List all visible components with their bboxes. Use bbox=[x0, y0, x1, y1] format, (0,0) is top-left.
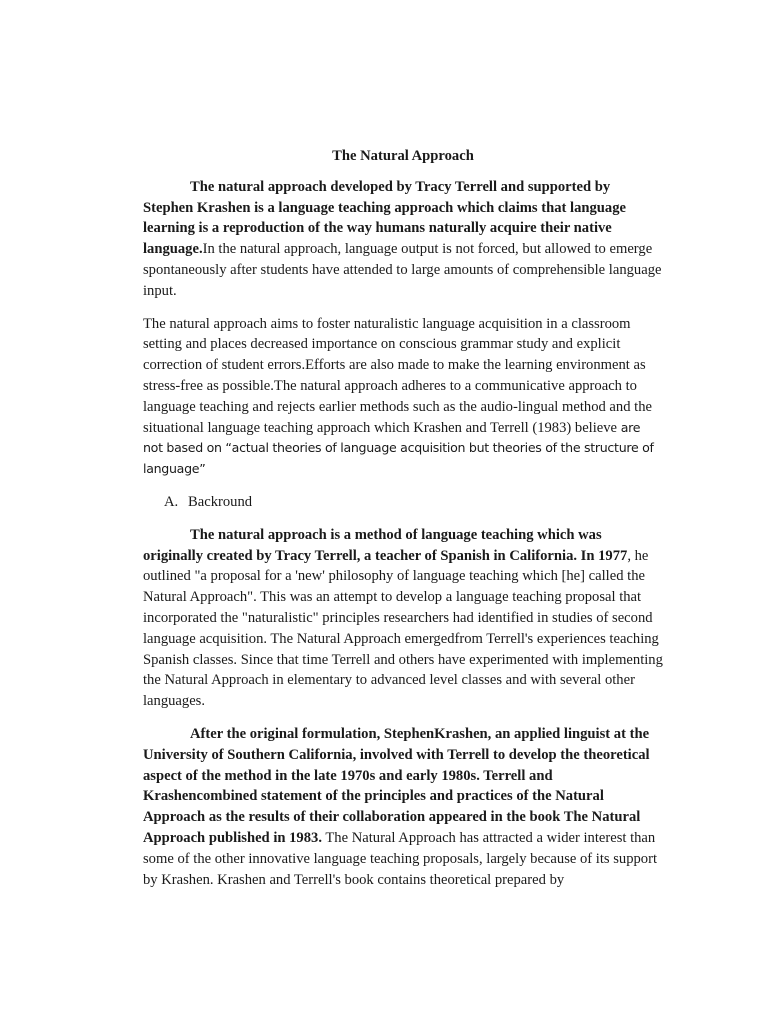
document-page bbox=[143, 146, 663, 902]
paragraph-krashen bbox=[143, 724, 663, 890]
paragraph-krashen-bold: After the original formulation, StephenKrashen, an applied linguist at the University of Southern California, involved with Terrell to develop the theoretical aspect of the method in the late 1970s and early 1980s. Terrell and Krashencombined statement of the principles and practices of the Natural Approach as the results of their collaboration appeared in the book The Natural Approach published in 1983. bbox=[143, 725, 650, 846]
list-marker: A. bbox=[164, 493, 179, 510]
paragraph-intro-bold: The natural approach developed by Tracy Terrell and supported by Stephen Krashen is a language teaching approach which claims that language learning is a reproduction of the way humans naturally acquire their native language. bbox=[143, 178, 626, 258]
section-heading-text: Backround bbox=[188, 493, 253, 510]
paragraph-intro-text: In the natural approach, language output is not forced, but allowed to emerge spontaneously after students have attended to large amounts of comprehensible language input. bbox=[143, 241, 662, 299]
section-heading-background bbox=[143, 492, 663, 513]
paragraph-background bbox=[143, 525, 663, 712]
paragraph-aims-text: The natural approach aims to foster naturalistic language acquisition in a classroom setting and places decreased importance on conscious grammar study and explicit correction of student errors.Efforts are also made to make the learning environment as stress-free as possible.The natural approach adheres to a communicative approach to language teaching and rejects earlier methods such as the audio-lingual method and the situational language teaching approach which Krashen and Terrell (1983) believe bbox=[143, 315, 652, 436]
paragraph-aims-quote: are not based on “actual theories of language acquisition but theories of the structure of language” bbox=[143, 419, 654, 477]
paragraph-krashen-text: The Natural Approach has attracted a wider interest than some of the other innovative language teaching proposals, largely because of its support by Krashen. Krashen and Terrell's book contains theoretical prepared by bbox=[143, 829, 658, 888]
paragraph-background-text: , he outlined "a proposal for a 'new' philosophy of language teaching which [he] called the Natural Approach". This was an attempt to develop a language teaching proposal that incorporated the "naturalistic" principles researchers had identified in studies of second language acquisition. The Natural Approach emergedfrom Terrell's experiences teaching Spanish classes. Since that time Terrell and others have experimented with implementing the Natural Approach in elementary to advanced level classes and with several other languages. bbox=[143, 547, 663, 710]
paragraph-aims bbox=[143, 314, 663, 480]
paragraph-background-bold: The natural approach is a method of language teaching which was originally created by Tracy Terrell, a teacher of Spanish in California. In 1977 bbox=[143, 526, 628, 564]
paragraph-intro bbox=[143, 177, 663, 302]
page-title: The Natural Approach bbox=[332, 148, 474, 164]
